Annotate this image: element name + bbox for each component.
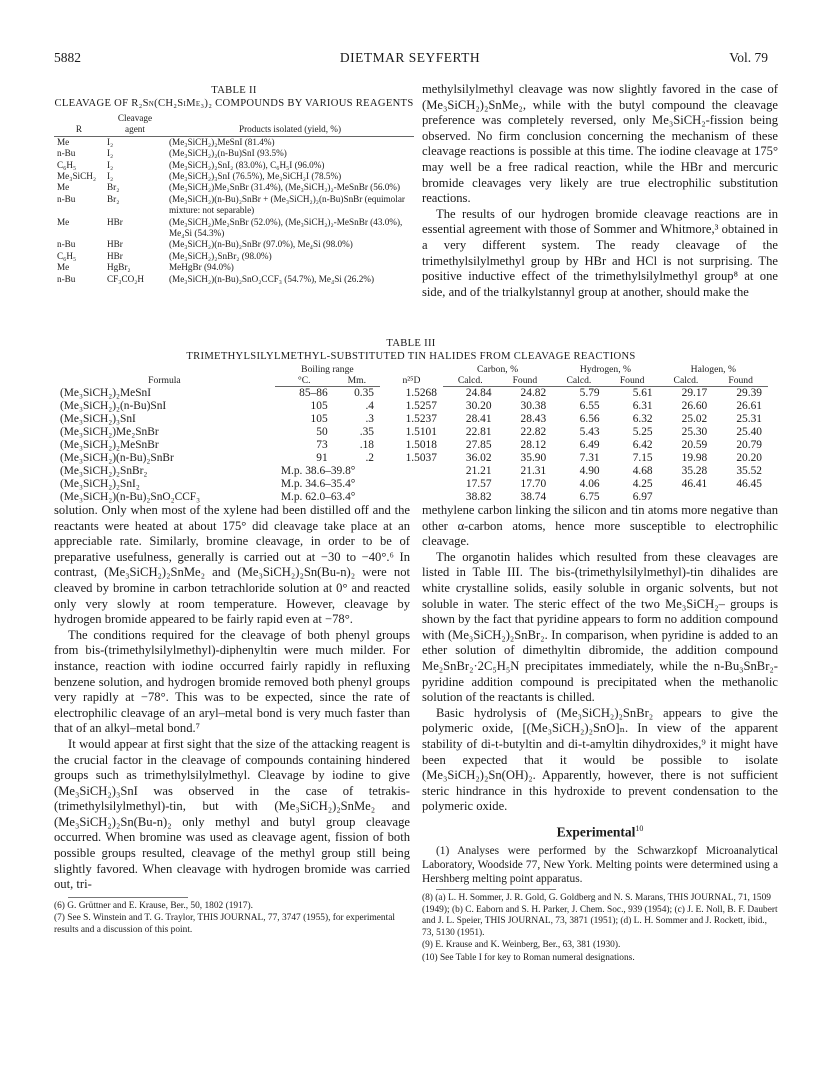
t2-row <box>54 239 414 250</box>
t3-cell-h-calc: 6.55 <box>579 400 600 412</box>
t2-col-r: R <box>54 113 104 136</box>
t2-cell-r: n-Bu <box>57 193 76 204</box>
t2-cell-products: (Me₃SiCH₂)Me₂SnBr (31.4%), (Me₃SiCH₂)₂-MeSnBr (56.0%) <box>169 182 401 193</box>
t3-cell-h-found: 6.32 <box>632 413 653 425</box>
t3-cell-c-found: 30.38 <box>520 400 547 412</box>
t3-cell-h-found: 6.31 <box>632 400 653 412</box>
t2-cell-r: Me <box>57 216 70 227</box>
volume-label: Vol. 79 <box>729 50 768 65</box>
t3-cell-x-calc: 26.60 <box>681 400 708 412</box>
t3-cell-formula: (Me₃SiCH₂)₂MeSnI <box>60 386 152 399</box>
right-column-top-text <box>422 82 778 300</box>
t3-cell-x-calc: 19.98 <box>681 452 708 464</box>
t3-cell-nd: 1.5257 <box>405 400 437 412</box>
t2-row <box>54 194 414 217</box>
t3-cell-c-calc: 30.20 <box>465 400 492 412</box>
t2-row <box>54 262 414 273</box>
t2-cell-products: (Me₃SiCH₂)₂SnBr₂ (98.0%) <box>169 250 272 261</box>
t2-cell-r: Me₃SiCH₂ <box>57 171 97 182</box>
t3-cell-h-calc: 5.79 <box>579 387 600 399</box>
table-3-block <box>54 337 768 504</box>
t3-sub-x-found: Found <box>713 376 768 387</box>
t2-cell-products: (Me₃SiCH₂)(n-Bu)₂SnBr + (Me₃SiCH₂)₂(n-Bu)SnBr (equimolar mixture: not separable) <box>169 193 405 216</box>
t3-sub-h-found: Found <box>606 376 659 387</box>
left-column-bottom-text <box>54 503 410 893</box>
t2-cell-r: n-Bu <box>57 239 76 250</box>
t3-cell-bp: 73 <box>316 439 328 451</box>
left-column-bottom <box>54 503 410 938</box>
t3-row <box>54 452 768 465</box>
t3-cell-h-found: 4.25 <box>632 478 653 490</box>
t3-cell-c-found: 17.70 <box>520 478 547 490</box>
t2-cell-r: C₆H₅ <box>57 159 77 170</box>
t2-cell-r: C₆H₅ <box>57 250 77 261</box>
footnote-rule-right <box>436 889 556 890</box>
t3-row <box>54 465 768 478</box>
t3-cell-x-found: 26.61 <box>736 400 762 412</box>
t3-col-halogen: Halogen, % <box>690 364 736 375</box>
t3-cell-bp: M.p. 38.6–39.8° <box>280 465 356 477</box>
t2-cell-agent: I₂ <box>107 171 114 182</box>
t3-cell-c-found: 28.43 <box>520 413 547 425</box>
t3-cell-mm: .18 <box>359 439 374 451</box>
right-footnotes <box>422 893 778 965</box>
t2-row <box>54 217 414 240</box>
t3-col-formula: Formula <box>148 375 181 386</box>
t3-cell-formula: (Me₃SiCH₂)₂SnBr₂ <box>60 465 148 477</box>
t3-cell-c-calc: 21.21 <box>465 465 492 477</box>
t3-cell-c-found: 35.90 <box>520 452 547 464</box>
table-3-title: TRIMETHYLSILYLMETHYL-SUBSTITUTED TIN HALIDES FROM CLEAVAGE REACTIONS <box>186 351 636 362</box>
t3-cell-bp: 105 <box>310 413 328 425</box>
table-2 <box>54 113 414 285</box>
t2-cell-products: (Me₃SiCH₂)Me₂SnBr (52.0%), (Me₃SiCH₂)₂-MeSnBr (43.0%), Me₄Si (54.3%) <box>169 216 403 239</box>
t3-cell-nd: 1.5237 <box>405 413 437 425</box>
t3-cell-x-found: 20.20 <box>736 452 762 464</box>
t3-cell-formula: (Me₃SiCH₂)₃SnI <box>60 413 136 425</box>
t3-cell-formula: (Me₃SiCH₂)Me₂SnBr <box>60 426 159 438</box>
footnote: (7) See S. Winstein and T. G. Traylor, THIS JOURNAL, 77, 3747 (1955), for experimental results and a discussion of this point. <box>54 913 395 936</box>
t2-cell-r: n-Bu <box>57 273 76 284</box>
table-2-title: CLEAVAGE OF R₂Sn(CH₂SiMe₃)₂ COMPOUNDS BY VARIOUS REAGENTS <box>54 98 414 109</box>
t3-cell-h-found: 4.68 <box>632 465 653 477</box>
t2-cell-agent: HBr <box>107 216 123 227</box>
t3-cell-c-calc: 36.02 <box>465 452 492 464</box>
t3-cell-h-calc: 5.43 <box>579 426 600 438</box>
t2-col-products: Products isolated (yield, %) <box>166 113 414 136</box>
t3-cell-c-found: 22.82 <box>520 426 547 438</box>
t2-row <box>54 136 414 148</box>
t3-sub-deg-c: °C. <box>275 376 334 387</box>
t2-cell-r: Me <box>57 136 70 147</box>
t3-cell-h-calc: 6.75 <box>579 491 600 503</box>
t2-row <box>54 182 414 193</box>
t3-cell-c-calc: 38.82 <box>465 491 492 503</box>
t3-cell-formula: (Me₃SiCH₂)(n-Bu)₂SnBr <box>60 452 174 464</box>
t3-cell-c-calc: 22.81 <box>465 426 492 438</box>
t3-cell-c-calc: 27.85 <box>465 439 492 451</box>
t3-cell-x-found: 20.79 <box>736 439 762 451</box>
experimental-heading: Experimental$^{10}$ <box>556 823 644 840</box>
t2-cell-r: Me <box>57 182 70 193</box>
t3-cell-h-found: 5.25 <box>632 426 653 438</box>
t3-cell-c-calc: 17.57 <box>465 478 492 490</box>
t2-cell-products: MeHgBr (94.0%) <box>169 262 234 273</box>
t3-cell-mm: 0.35 <box>354 387 374 399</box>
t2-cell-products: (Me₃SiCH₂)(n-Bu)₂SnBr (97.0%), Me₄Si (98.0%) <box>169 239 353 250</box>
t2-cell-agent: Br₂ <box>107 193 120 204</box>
t3-cell-h-found: 7.15 <box>632 452 653 464</box>
t3-row <box>54 426 768 439</box>
t3-cell-mm: .2 <box>365 452 374 464</box>
t3-cell-h-found: 6.42 <box>632 439 653 451</box>
t3-cell-nd: 1.5037 <box>405 452 437 464</box>
t3-cell-formula: (Me₃SiCH₂)(n-Bu)₂SnO₂CCF₃ <box>60 491 201 503</box>
t3-cell-x-calc: 29.17 <box>681 387 708 399</box>
footnote-rule <box>68 897 188 898</box>
t3-cell-bp: 91 <box>316 452 328 464</box>
t2-row <box>54 274 414 285</box>
t3-cell-c-calc: 24.84 <box>465 387 492 399</box>
t3-cell-h-calc: 4.90 <box>579 465 600 477</box>
t3-cell-c-calc: 28.41 <box>465 413 492 425</box>
t2-cell-products: (Me₃SiCH₂)₃SnI (76.5%), Me₃SiCH₂I (78.5%) <box>169 171 342 182</box>
body-paragraph: Basic hydrolysis of (Me₃SiCH₂)₂SnBr₂ appears to give the polymeric oxide, [(Me₃SiCH₂)₂SnO]ₙ. In view of the apparent stability of di-t-butyltin and di-t-amyltin dihydroxides,⁹ it might have been expected that it would be possible to isolate (Me₃SiCH₂)₂Sn(OH)₂. Apparently, however, there is not sufficient steric hindrance in this hydroxide to prevent condensation to the polymeric oxide. <box>422 705 778 814</box>
t3-row <box>54 413 768 426</box>
t2-col-agent: Cleavage agent <box>104 113 166 136</box>
t3-row <box>54 400 768 413</box>
t3-cell-x-found: 25.40 <box>736 426 762 438</box>
t2-cell-agent: CF₃CO₂H <box>107 273 145 284</box>
t2-row <box>54 251 414 262</box>
t3-cell-bp: M.p. 34.6–35.4° <box>280 478 356 490</box>
t2-cell-agent: HgBr₂ <box>107 262 131 273</box>
footnote: (10) See Table I for key to Roman numeral designations. <box>422 952 635 963</box>
t3-cell-mm: .3 <box>365 413 374 425</box>
right-column-bottom-text <box>422 503 778 815</box>
table-3 <box>54 365 768 504</box>
t3-cell-c-found: 28.12 <box>520 439 547 451</box>
t3-cell-h-found: 5.61 <box>632 387 653 399</box>
t3-sub-x-calcd: Calcd. <box>659 376 714 387</box>
t3-cell-formula: (Me₃SiCH₂)₂SnI₂ <box>60 478 140 490</box>
t3-cell-mm: .35 <box>359 426 374 438</box>
t3-cell-bp: 85–86 <box>299 387 328 399</box>
t2-row <box>54 148 414 159</box>
t2-cell-products: (Me₃SiCH₂)₂(n-Bu)SnI (93.5%) <box>169 148 287 159</box>
t3-cell-h-calc: 6.56 <box>579 413 600 425</box>
body-paragraph: The results of our hydrogen bromide cleavage reactions are in essential agreement with those of Sommer and Whitmore,³ obtained in a very different system. The ready cleavage of the trimethylsilylmethyl group by HBr and HCl is not surprising. The positive inductive effect of the trimethylsilylmethyl group⁸ at one side, and of the trialkylstannyl group at another, should make the <box>422 206 778 299</box>
t3-cell-nd: 1.5268 <box>405 386 437 399</box>
t2-cell-agent: I₂ <box>107 136 114 147</box>
t2-cell-agent: HBr <box>107 239 123 250</box>
t3-cell-x-calc: 25.02 <box>681 413 708 425</box>
t3-col-boiling-range: Boiling range <box>301 364 354 375</box>
body-paragraph: The organotin halides which resulted from these cleavages are listed in Table III. The bis-(trimethylsilylmethyl)-tin dihalides are white crystalline solids, easily soluble in organic solvents, but not soluble in water. The steric effect of the two Me₃SiCH₂– groups is shown by the fact that pyridine appears to form no addition compound with (Me₃SiCH₂)₂SnBr₂. In comparison, when pyridine is added to an ether solution of dimethyltin dibromide, the addition compound Me₂SnBr₂·2C₅H₅N precipitates immediately, while the n-Bu₃SnBr₂-pyridine addition compound is precipitated when the methanolic solution of the reactants is chilled. <box>422 549 778 705</box>
t3-cell-h-calc: 4.06 <box>579 478 600 490</box>
footnote: (8) (a) L. H. Sommer, J. R. Gold, G. Goldberg and N. S. Marans, THIS JOURNAL, 71, 1509 (1949); (b) C. Eaborn and S. H. Parker, J. Chem. Soc., 939 (1954); (c) J. E. Noll, B. F. Daubert and J. L. Speier, THIS JOURNAL, 73, 3871 (1951); (d) L. H. Sommer and J. Rockett, ibid., 73, 5130 (1951). <box>422 892 778 938</box>
t3-sub-c-calcd: Calcd. <box>443 376 498 387</box>
t2-cell-agent: HBr <box>107 250 123 261</box>
t3-cell-x-calc: 46.41 <box>681 478 708 490</box>
t3-col-nd: n²⁵D <box>402 375 421 386</box>
t3-sub-h-calcd: Calcd. <box>552 376 605 387</box>
t3-cell-c-found: 21.31 <box>520 465 547 477</box>
t3-cell-x-calc: 35.28 <box>681 465 708 477</box>
table-3-label: TABLE III <box>386 338 436 349</box>
t3-row <box>54 478 768 491</box>
t3-cell-bp: 50 <box>316 426 328 438</box>
footnote: (6) G. Grüttner and E. Krause, Ber., 50, 1802 (1917). <box>54 900 253 911</box>
t3-cell-formula: (Me₃SiCH₂)₂MeSnBr <box>60 439 159 451</box>
t3-row <box>54 387 768 401</box>
t3-cell-h-calc: 7.31 <box>579 452 600 464</box>
t3-cell-x-found: 46.45 <box>736 478 762 490</box>
running-head-author: DIETMAR SEYFERTH <box>339 50 481 65</box>
t3-cell-mm: .4 <box>365 400 374 412</box>
t3-cell-formula: (Me₃SiCH₂)₂(n-Bu)SnI <box>60 400 167 412</box>
page-number: 5882 <box>54 50 81 65</box>
left-footnotes <box>54 901 410 937</box>
body-paragraph: methylsilylmethyl cleavage was now slightly favored in the case of (Me₃SiCH₂)₂SnMe₂, while with the butyl compound the cleavage preference was completely reversed, only Me₃SiCH₂-fission being observed. No firm conclusion concerning the mechanism of these cleavage reactions is possible at this time. The iodine cleavage at 175° may well be a free radical reaction, while the HBr and mercuric bromide cleavages very likely are true electrophilic substitution reactions. <box>422 82 778 206</box>
t3-cell-x-calc: 25.30 <box>681 426 708 438</box>
body-paragraph: The conditions required for the cleavage of both phenyl groups from bis-(trimethylsilylmethyl)-diphenyltin were much milder. For instance, reaction with iodine occurred fairly rapidly in refluxing benzene solution, and hydrogen bromide removed both phenyl groups very rapidly at −78°. This was to be expected, since the rate of electrophilic cleavage of an aryl–metal bond is very much faster than that of an alkyl–metal bond.⁷ <box>54 627 410 736</box>
t2-cell-r: Me <box>57 262 70 273</box>
t2-row <box>54 160 414 171</box>
t3-cell-x-found: 35.52 <box>736 465 762 477</box>
t2-cell-products: (Me₃SiCH₂)₂MeSnI (81.4%) <box>169 136 275 147</box>
t3-cell-c-found: 24.82 <box>520 387 547 399</box>
t3-col-carbon: Carbon, % <box>477 364 519 375</box>
body-paragraph: methylene carbon linking the silicon and tin atoms more negative than other α-carbon atoms, hence more susceptible to electrophilic cleavage. <box>422 503 778 549</box>
body-paragraph: solution. Only when most of the xylene had been distilled off and the reactants were heated at about 175° did cleavage take place at an appreciable rate. Similarly, bromine cleavage, in order to be of preparative usefulness, generally is carried out at −30 to −40°.⁶ In contrast, (Me₃SiCH₂)₂SnMe₂ and (Me₃SiCH₂)₂Sn(Bu-n)₂ were not cleaved by bromine in carbon tetrachloride solution at 0° and reacted only very slowly at room temperature. However, cleavage by hydrogen bromide appeared to be fairly rapid even at −78°. <box>54 503 410 627</box>
experimental-note: (1) Analyses were performed by the Schwarzkopf Microanalytical Laboratory, Woodside 77, New York. Melting points were determined using a Hershberg melting point apparatus. <box>422 844 778 885</box>
t3-row <box>54 439 768 452</box>
table-2-label: TABLE II <box>211 85 257 96</box>
t2-row <box>54 171 414 182</box>
t2-cell-agent: I₂ <box>107 159 114 170</box>
t3-cell-c-found: 38.74 <box>520 491 547 503</box>
t3-cell-h-found: 6.97 <box>632 491 653 503</box>
t2-cell-products: (Me₃SiCH₂)₂SnI₂ (83.0%), C₆H₅I (96.0%) <box>169 159 325 170</box>
t3-sub-mm: Mm. <box>334 376 380 387</box>
t2-cell-agent: I₂ <box>107 148 114 159</box>
t2-cell-r: n-Bu <box>57 148 76 159</box>
t3-sub-c-found: Found <box>498 376 553 387</box>
right-column-bottom <box>422 503 778 966</box>
t3-cell-nd: 1.5018 <box>405 439 437 451</box>
table-2-block <box>54 84 414 285</box>
t3-cell-bp: 105 <box>310 400 328 412</box>
t3-cell-x-found: 25.31 <box>736 413 762 425</box>
t3-cell-x-calc: 20.59 <box>681 439 708 451</box>
body-paragraph: It would appear at first sight that the size of the attacking reagent is the crucial factor in the cleavage of compounds containing hindered groups such as trimethylsilylmethyl. Cleavage by iodine to give (Me₃SiCH₂)₃SnI was observed in the case of tetrakis-(trimethylsilylmethyl)-tin, but with (Me₃SiCH₂)₂SnMe₂ and (Me₃SiCH₂)₂Sn(Bu-n)₂ only methyl and butyl group cleavage occurred. When bromine was used as cleavage agent, fission of both possible groups resulted, cleavage of the methyl group still being slightly favored. When cleavage with hydrogen bromide was carried out, tri- <box>54 736 410 892</box>
t3-cell-bp: M.p. 62.0–63.4° <box>280 491 356 503</box>
t3-cell-h-calc: 6.49 <box>579 439 600 451</box>
t3-cell-nd: 1.5101 <box>405 426 437 438</box>
t2-cell-products: (Me₃SiCH₂)(n-Bu)₂SnO₂CCF₃ (54.7%), Me₄Si (26.2%) <box>169 273 375 284</box>
t2-cell-agent: Br₂ <box>107 182 120 193</box>
t3-cell-x-found: 29.39 <box>736 387 762 399</box>
t3-col-hydrogen: Hydrogen, % <box>579 364 631 375</box>
footnote: (9) E. Krause and K. Weinberg, Ber., 63, 381 (1930). <box>422 940 621 951</box>
